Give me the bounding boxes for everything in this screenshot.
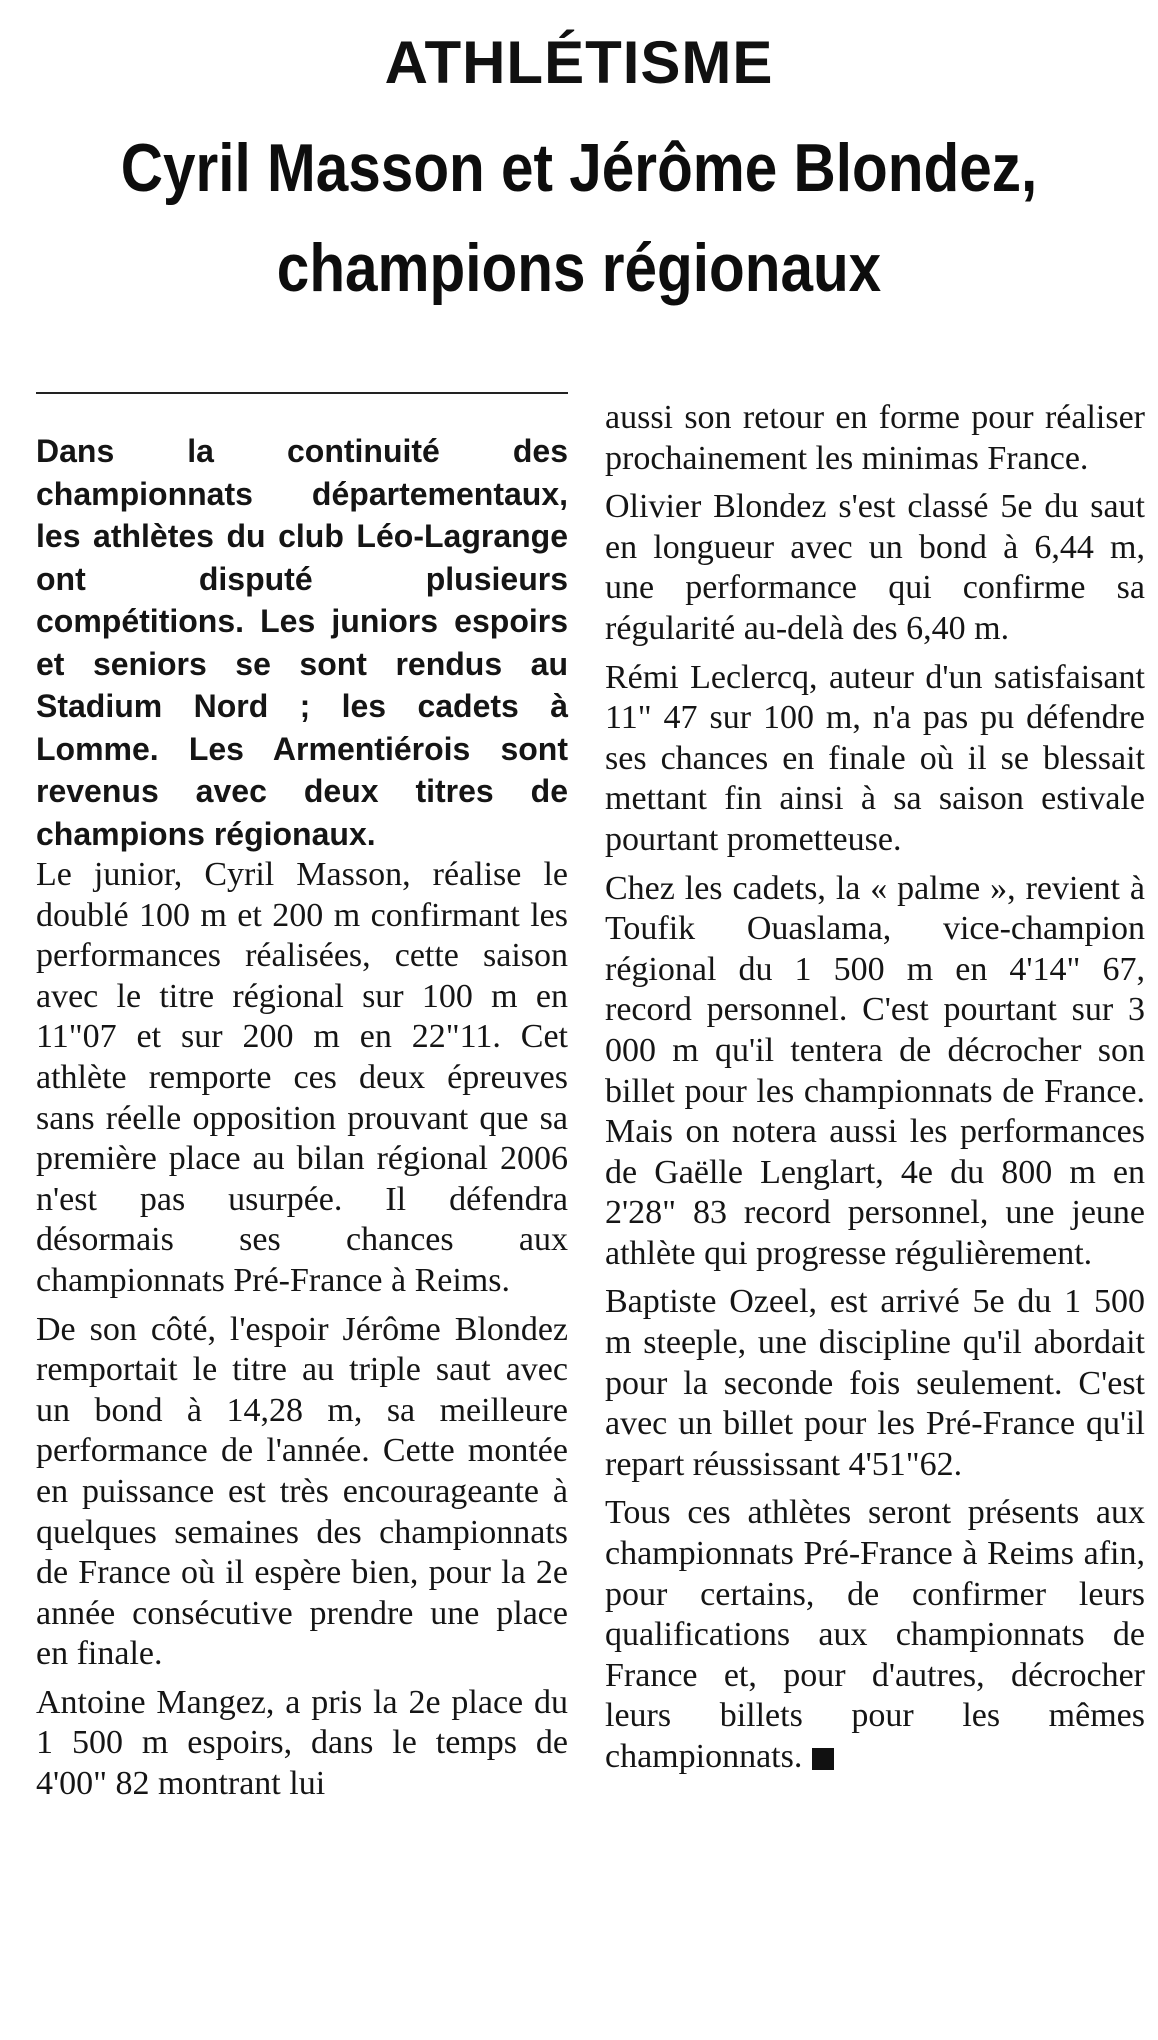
section-title: ATHLÉTISME	[384, 29, 774, 96]
headline-line-2: champions régionaux	[276, 230, 882, 306]
divider-rule	[36, 392, 568, 394]
body-paragraph: Le junior, Cyril Masson, réalise le doublé 100 m et 200 m confirmant les performances réalisées, cette saison avec le titre régional sur 100 m en 11"07 et sur 200 m en 22"11. Cet athlète remporte ces deux épreuves sans réelle opposition prouvant que sa première place au bilan régional 2006 n'est pas usurpée. Il défendra désormais ses chances aux championnats Pré-France à Reims.	[36, 856, 568, 1299]
closing-text: Tous ces athlètes seront présents aux championnats Pré-France à Reims afin, pour certains, de confirmer leurs qualifications aux championnats de France et, pour d'autres, décrocher leurs billets pour les mêmes championnats.	[605, 1494, 1145, 1775]
body-paragraph: Rémi Leclercq, auteur d'un satisfaisant 11" 47 sur 100 m, n'a pas pu défendre ses chances en finale où il se blessait mettant fin ainsi à sa saison estivale pourtant prometteuse.	[605, 658, 1145, 858]
end-of-article-mark	[812, 1748, 834, 1770]
body-paragraph: De son côté, l'espoir Jérôme Blondez remportait le titre au triple saut avec un bond à 14,28 m, sa meilleure performance de l'année. Cette montée en puissance est très encourageante à quelques semaines des championnats de France où il espère bien, pour la 2e année consécutive prendre une place en finale.	[36, 1310, 568, 1673]
headline-line-1: Cyril Masson et Jérôme Blondez,	[120, 130, 1038, 206]
left-column	[36, 400, 568, 1813]
closing-paragraph	[605, 1493, 1145, 1777]
headline	[81, 118, 1077, 318]
body-paragraph: Chez les cadets, la « palme », revient à Toufik Ouaslama, vice-champion régional du 1 500 m en 4'14" 67, record personnel. C'est pourtant sur 3 000 m qu'il tentera de décrocher son billet pour les championnats de France. Mais on notera aussi les performances de Gaëlle Lenglart, 4e du 800 m en 2'28" 83 record personnel, une jeune athlète qui progresse régulièrement.	[605, 869, 1145, 1272]
body-paragraph: aussi son retour en forme pour réaliser prochainement les minimas France.	[605, 399, 1145, 477]
body-paragraph: Antoine Mangez, a pris la 2e place du 1 500 m espoirs, dans le temps de 4'00" 82 montrant lui	[36, 1683, 568, 1803]
lead-paragraph: Dans la continuité des championnats départementaux, les athlètes du club Léo-Lagrange ont disputé plusieurs compétitions. Les juniors espoirs et seniors se sont rendus au Stadium Nord ; les cadets à Lomme. Les Armentiérois sont revenus avec deux titres de champions régionaux.	[36, 433, 568, 852]
body-paragraph: Baptiste Ozeel, est arrivé 5e du 1 500 m steeple, une discipline qu'il abordait pour la seconde fois seulement. C'est avec un billet pour les Pré-France qu'il repart réussissant 4'51"62.	[605, 1283, 1145, 1483]
body-paragraph: Olivier Blondez s'est classé 5e du saut en longueur avec un bond à 6,44 m, une performance qui confirme sa régularité au-delà des 6,40 m.	[605, 488, 1145, 647]
right-column	[605, 398, 1145, 1786]
